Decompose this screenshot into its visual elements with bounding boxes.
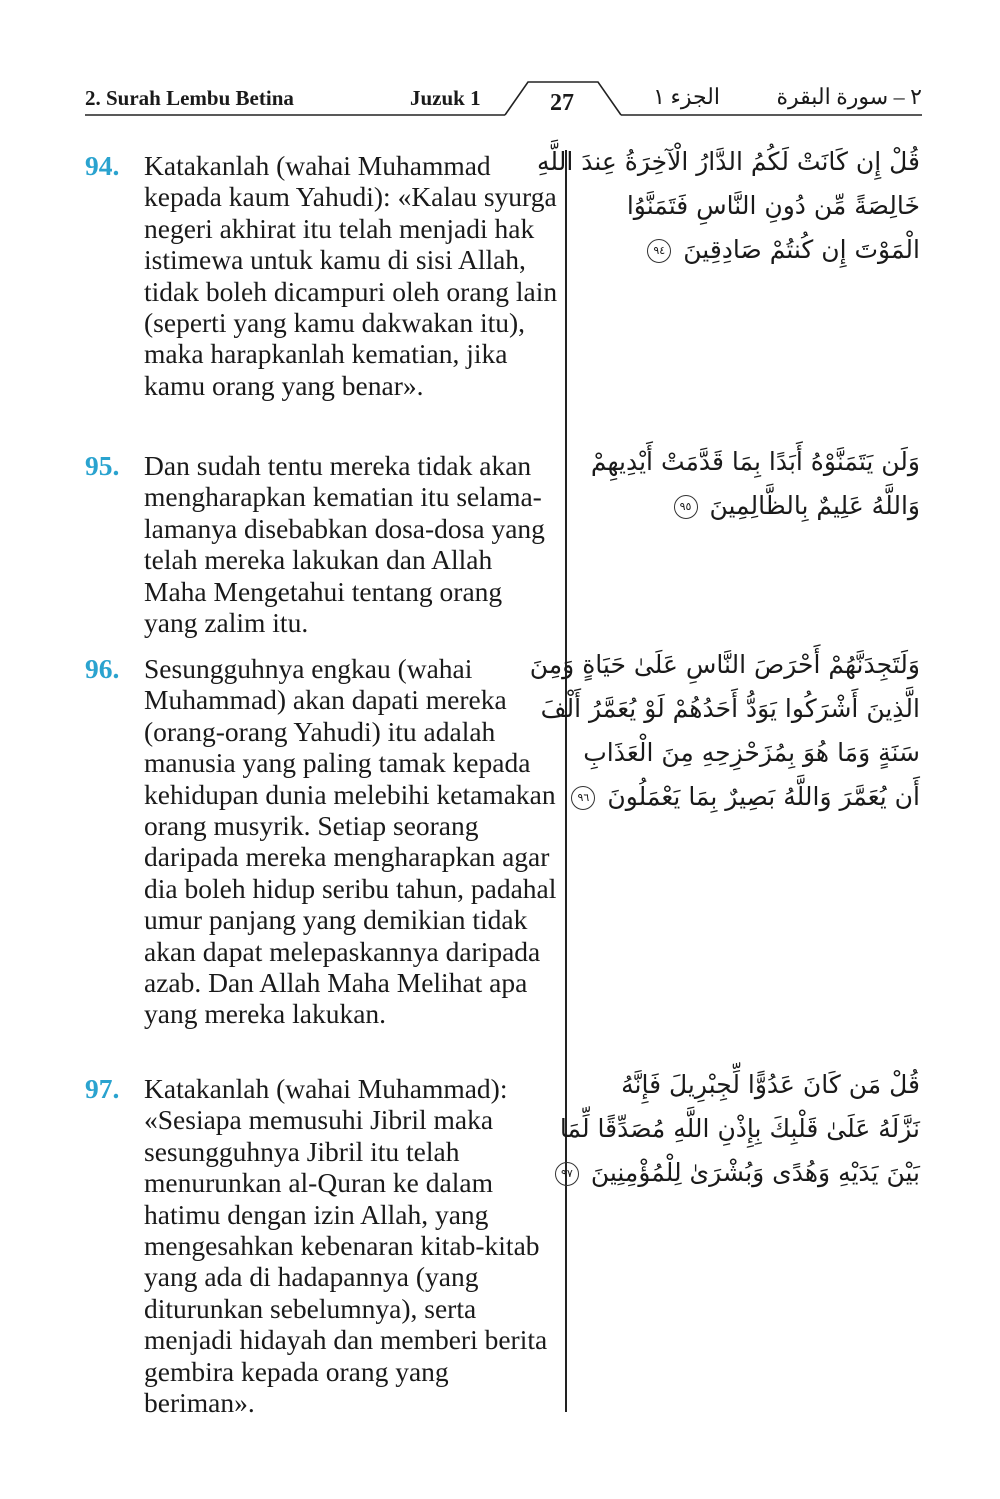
arabic-line: نَزَّلَهُ عَلَىٰ قَلْبِكَ بِإِذْنِ اللَّهِ مُصَدِّقًا لِّمَا bbox=[559, 1114, 920, 1143]
arabic-surah-title: ٢ – سورة البقرة bbox=[776, 84, 922, 109]
arabic-line: وَلَتَجِدَنَّهُمْ أَحْرَصَ النَّاسِ عَلَىٰ حَيَاةٍ وَمِنَ bbox=[529, 650, 920, 679]
verse-translation: Sesungguhnya engkau (wahai Muhammad) akan dapati mereka (orang-orang Yahudi) itu adalah manusia yang paling tamak kepada kehidupan dunia melebihi ketamakan orang musyrik. Setiap seorang daripada mereka mengharapkan agar dia boleh hidup seribu tahun, padahal umur panjang yang demikian tidak akan dapat melepaskannya daripada azab. Dan Allah Maha Melihat apa yang mereka lakukan. bbox=[144, 653, 557, 1030]
surah-title-latin: 2. Surah Lembu Betina bbox=[85, 86, 294, 110]
ayah-end-marker: ٩٤ bbox=[647, 239, 671, 263]
arabic-line: أَن يُعَمَّرَ وَاللَّهُ بَصِيرٌ بِمَا يَعْمَلُونَ ٩٦ bbox=[585, 775, 920, 819]
verse-number: 94. bbox=[85, 150, 120, 181]
verse-number: 96. bbox=[85, 653, 120, 684]
ayah-end-marker: ٩٧ bbox=[555, 1162, 579, 1186]
juzuk-label: Juzuk 1 bbox=[410, 86, 481, 110]
page-number: 27 bbox=[550, 90, 574, 116]
arabic-line: بَيْنَ يَدَيْهِ وَهُدًى وَبُشْرَىٰ لِلْمُؤْمِنِينَ ٩٧ bbox=[585, 1151, 920, 1195]
verse-94 bbox=[85, 150, 560, 401]
verse-translation: Katakanlah (wahai Muhammad kepada kaum Yahudi): «Kalau syurga negeri akhirat itu telah menjadi hak istimewa untuk kamu di sisi Allah, tidak boleh dicampuri oleh orang lain (seperti yang kamu dakwakan itu), maka harapkanlah kematian, jika kamu orang yang benar». bbox=[144, 150, 558, 401]
arabic-verse-95 bbox=[585, 440, 920, 528]
arabic-line: قُلْ مَن كَانَ عَدُوًّا لِّجِبْرِيلَ فَإِنَّهُ bbox=[621, 1070, 920, 1099]
verse-96 bbox=[85, 653, 560, 1030]
arabic-juz-label: الجزء ١ bbox=[653, 84, 720, 109]
ayah-end-marker: ٩٥ bbox=[674, 495, 698, 519]
arabic-line: قُلْ إِن كَانَتْ لَكُمُ الدَّارُ الْآخِرَةُ عِندَ اللَّهِ bbox=[537, 147, 920, 176]
arabic-line: وَاللَّهُ عَلِيمٌ بِالظَّالِمِينَ ٩٥ bbox=[585, 484, 920, 528]
arabic-verse-94 bbox=[537, 140, 920, 272]
ayah-end-marker: ٩٦ bbox=[571, 786, 595, 810]
verse-number: 97. bbox=[85, 1073, 120, 1104]
verse-translation: Dan sudah tentu mereka tidak akan mengharapkan kematian itu selama-lamanya disebabkan dosa-dosa yang telah mereka lakukan dan Allah Maha Mengetahui tentang orang yang zalim itu. bbox=[144, 450, 545, 639]
arabic-verse-96 bbox=[529, 643, 920, 819]
arabic-verse-97 bbox=[559, 1063, 920, 1195]
arabic-line: الَّذِينَ أَشْرَكُوا يَوَدُّ أَحَدُهُمْ لَوْ يُعَمَّرُ أَلْفَ bbox=[540, 694, 920, 723]
verse-translation: Katakanlah (wahai Muhammad): «Sesiapa memusuhi Jibril maka sesungguhnya Jibril itu telah menurunkan al-Quran ke dalam hatimu dengan izin Allah, yang mengesahkan kebenaran kitab-kitab yang ada di hadapannya (yang diturunkan sebelumnya), serta menjadi hidayah dan memberi berita gembira kepada orang yang beriman». bbox=[144, 1073, 548, 1419]
arabic-line: سَنَةٍ وَمَا هُوَ بِمُزَحْزِحِهِ مِنَ الْعَذَابِ bbox=[583, 738, 920, 767]
arabic-line: وَلَن يَتَمَنَّوْهُ أَبَدًا بِمَا قَدَّمَتْ أَيْدِيهِمْ bbox=[590, 447, 920, 476]
header-rule bbox=[0, 0, 1000, 140]
arabic-line: الْمَوْتَ إِن كُنتُمْ صَادِقِينَ ٩٤ bbox=[585, 228, 920, 272]
verse-95 bbox=[85, 450, 560, 638]
verse-97 bbox=[85, 1073, 560, 1418]
arabic-line: خَالِصَةً مِّن دُونِ النَّاسِ فَتَمَنَّوُا bbox=[626, 191, 920, 220]
verse-number: 95. bbox=[85, 450, 120, 481]
